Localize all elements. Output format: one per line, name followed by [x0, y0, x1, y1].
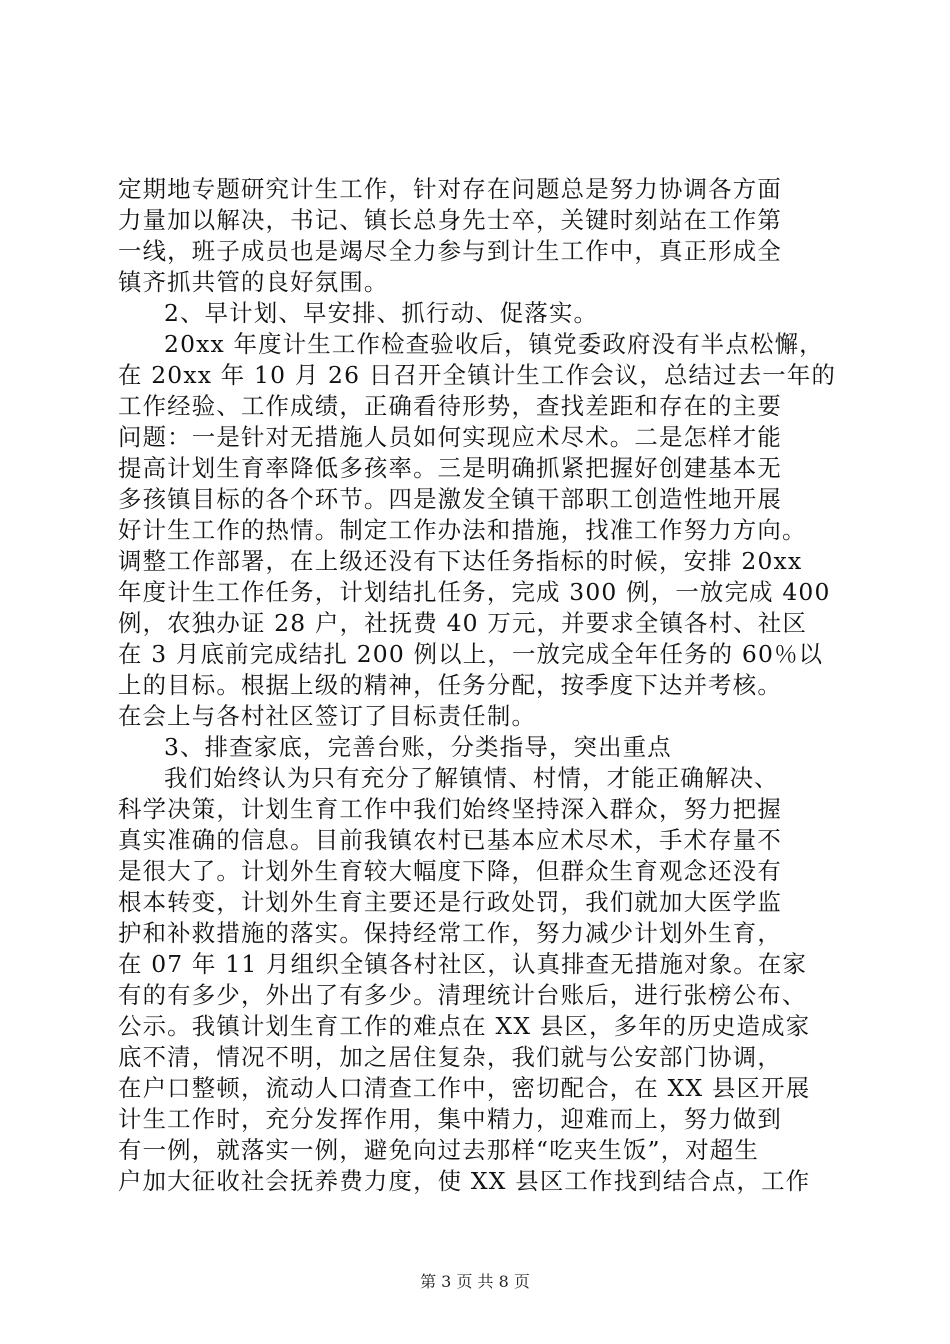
text-line: 有一例，就落实一例，避免向过去那样“吃夹生饭”，对超生 — [118, 1136, 760, 1164]
page-footer — [0, 1272, 950, 1292]
section-heading: 2、早计划、早安排、抓行动、促落实。 — [164, 299, 599, 327]
text-line: 在户口整顿，流动人口清查工作中，密切配合，在 XX 县区开展 — [118, 1074, 811, 1102]
text-line: 调整工作部署，在上级还没有下达任务指标的时候，安排 20xx — [118, 547, 803, 575]
text-line: 计生工作时，充分发挥作用，集中精力，迎难而上，努力做到 — [118, 1105, 782, 1133]
text-line: 在 07 年 11 月组织全镇各村社区，认真排查无措施对象。在家 — [118, 950, 808, 978]
text-line: 我们始终认为只有充分了解镇情、村情，才能正确解决、 — [164, 764, 779, 792]
text-line: 力量加以解决，书记、镇长总身先士卒，关键时刻站在工作第 — [118, 206, 782, 234]
text-line: 多孩镇目标的各个环节。四是激发全镇干部职工创造性地开展 — [118, 485, 782, 513]
text-line: 镇齐抓共管的良好氛围。 — [118, 268, 389, 296]
text-line: 在 3 月底前完成结扎 200 例以上，一放完成全年任务的 60％以 — [118, 640, 824, 668]
text-line: 是很大了。计划外生育较大幅度下降，但群众生育观念还没有 — [118, 857, 782, 885]
text-line: 一线，班子成员也是竭尽全力参与到计生工作中，真正形成全 — [118, 237, 782, 265]
text-line: 有的有多少，外出了有多少。清理统计台账后，进行张榜公布、 — [118, 981, 807, 1009]
text-line: 底不清，情况不明，加之居住复杂，我们就与公安部门协调， — [118, 1043, 782, 1071]
body-text — [118, 174, 838, 1197]
text-line: 科学决策，计划生育工作中我们始终坚持深入群众，努力把握 — [118, 795, 782, 823]
text-line: 定期地专题研究计生工作，针对存在问题总是努力协调各方面 — [118, 175, 782, 203]
text-line: 提高计划生育率降低多孩率。三是明确抓紧把握好创建基本无 — [118, 454, 782, 482]
text-line: 问题：一是针对无措施人员如何实现应术尽术。二是怎样才能 — [118, 423, 782, 451]
section-heading: 3、排查家底，完善台账，分类指导，突出重点 — [164, 733, 672, 761]
text-line: 户加大征收社会抚养费力度，使 XX 县区工作找到结合点，工作 — [118, 1167, 811, 1195]
text-line: 真实准确的信息。目前我镇农村已基本应术尽术，手术存量不 — [118, 826, 782, 854]
text-line: 年度计生工作任务，计划结扎任务，完成 300 例，一放完成 400 — [118, 578, 831, 606]
text-line: 好计生工作的热情。制定工作办法和措施，找准工作努力方向。 — [118, 516, 807, 544]
text-line: 上的目标。根据上级的精神，任务分配，按季度下达并考核。 — [118, 671, 782, 699]
text-line: 在会上与各村社区签订了目标责任制。 — [118, 702, 537, 730]
text-line: 工作经验、工作成绩，正确看待形势，查找差距和存在的主要 — [118, 392, 782, 420]
text-line: 在 20xx 年 10 月 26 日召开全镇计生工作会议，总结过去一年的 — [118, 361, 837, 389]
text-line: 公示。我镇计划生育工作的难点在 XX 县区，多年的历史造成家 — [118, 1012, 811, 1040]
text-line: 根本转变，计划外生育主要还是行政处罚，我们就加大医学监 — [118, 888, 782, 916]
text-line: 护和补救措施的落实。保持经常工作，努力减少计划外生育， — [118, 919, 782, 947]
text-line: 例，农独办证 28 户，社抚费 40 万元，并要求全镇各村、社区 — [118, 609, 808, 637]
text-line: 20xx 年度计生工作检查验收后，镇党委政府没有半点松懈， — [164, 330, 824, 358]
page-number-label: 第 3 页 共 8 页 — [420, 1272, 530, 1291]
